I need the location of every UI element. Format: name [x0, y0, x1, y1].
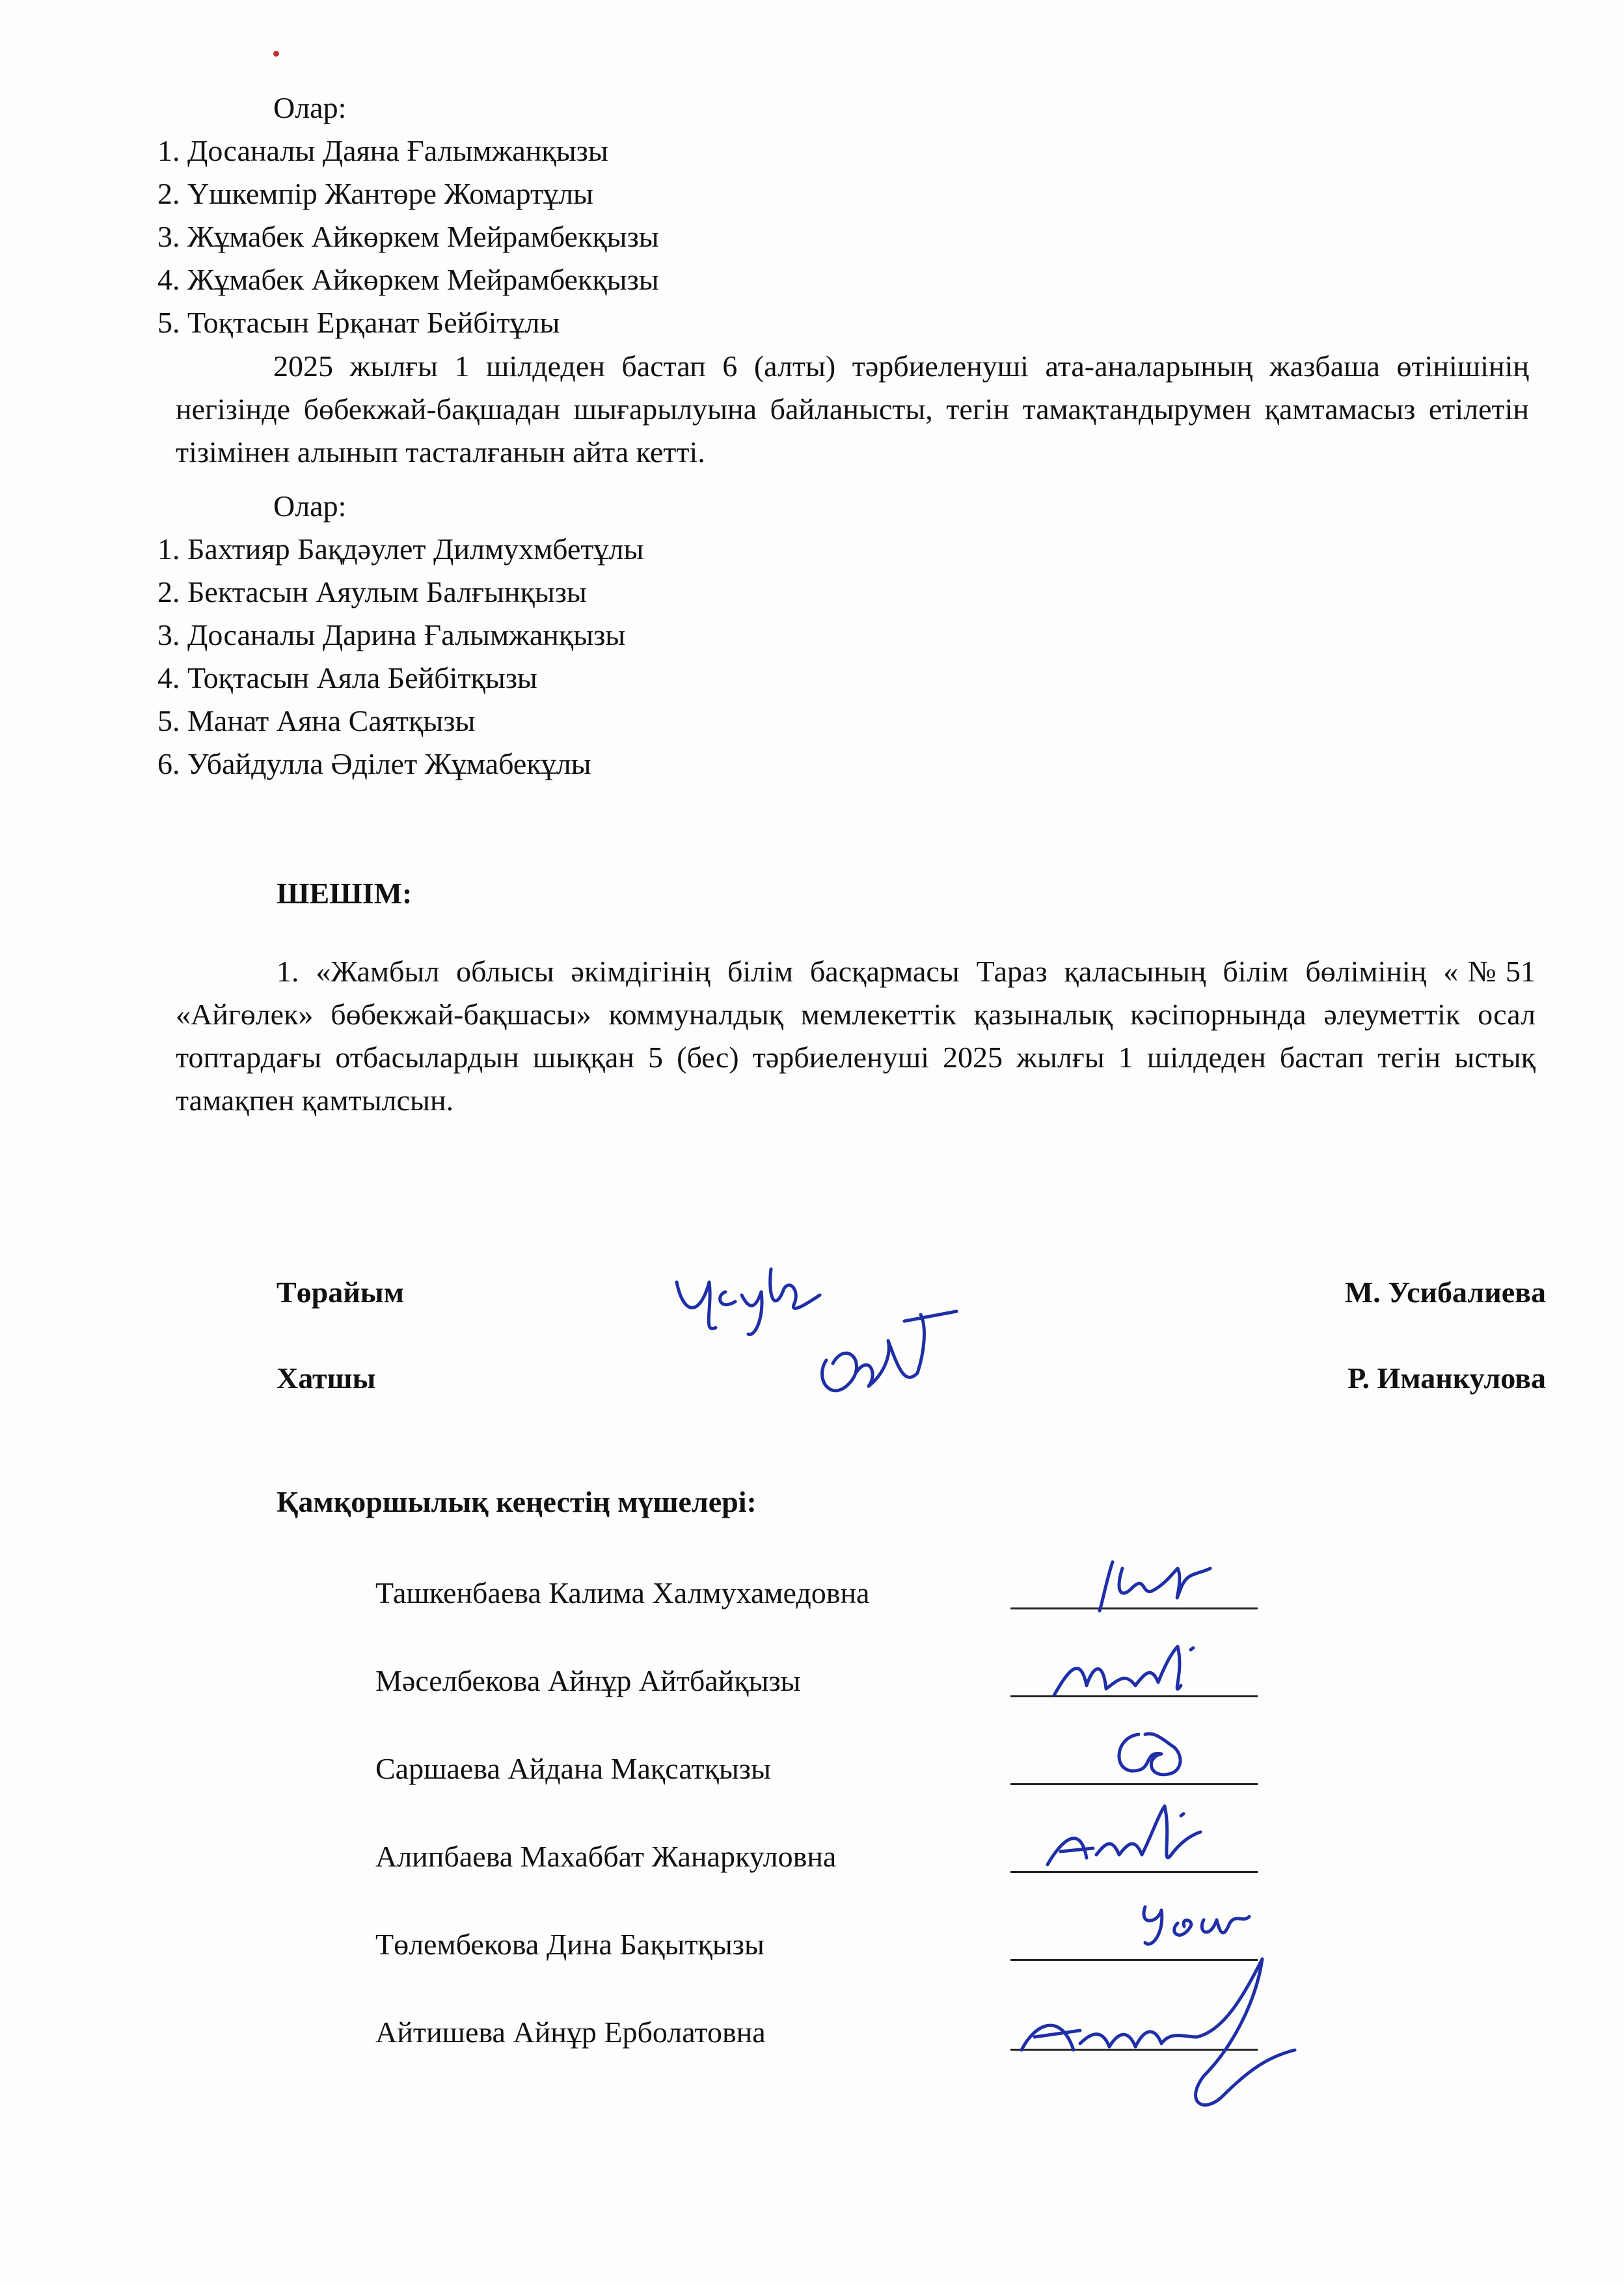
- secretary-label: Хатшы: [277, 1361, 376, 1395]
- list-item: 2. Үшкемпір Жантөре Жомартұлы: [157, 177, 593, 210]
- member-signature: [1008, 1946, 1314, 2115]
- list-item: 2. Бектасын Аяулым Балғынқызы: [157, 575, 587, 608]
- council-member: Мәселбекова Айнұр Айтбайқызы: [375, 1664, 801, 1697]
- council-heading: Қамқоршылық кеңестің мүшелері:: [277, 1485, 757, 1518]
- council-member: Алипбаева Махаббат Жанаркуловна: [375, 1840, 837, 1873]
- chair-name: М. Усибалиева: [1344, 1276, 1546, 1309]
- member-signature: [1100, 1718, 1204, 1790]
- secretary-signature: [807, 1302, 963, 1412]
- list-item: 1. Досаналы Даяна Ғалымжанқызы: [157, 134, 608, 167]
- council-member: Ташкенбаева Калима Халмухамедовна: [375, 1576, 870, 1609]
- list-item: 4. Жұмабек Айкөркем Мейрамбекқызы: [157, 263, 659, 296]
- member-signature: [1035, 1796, 1217, 1881]
- council-member: Саршаева Айдана Мақсатқызы: [375, 1752, 771, 1785]
- olar-label-1: Олар:: [273, 91, 347, 124]
- member-signature: [1080, 1549, 1223, 1620]
- list-item: 1. Бахтияр Бақдәулет Дилмухмбетұлы: [157, 532, 644, 566]
- council-member: Айтишева Айнұр Ерболатовна: [375, 2016, 766, 2049]
- list-item: 3. Жұмабек Айкөркем Мейрамбекқызы: [157, 220, 659, 253]
- member-signature: [1041, 1634, 1223, 1705]
- secretary-name: Р. Иманкулова: [1347, 1361, 1546, 1395]
- chair-label: Төрайым: [277, 1276, 405, 1309]
- list-item: 4. Тоқтасын Аяла Бейбітқызы: [157, 661, 537, 694]
- list-item: 5. Тоқтасын Ерқанат Бейбітұлы: [157, 306, 560, 339]
- list-item: 6. Убайдулла Әділет Жұмабекұлы: [157, 747, 591, 780]
- olar-label-2: Олар:: [273, 489, 347, 523]
- list-item: 5. Манат Аяна Саятқызы: [157, 704, 476, 737]
- scan-speck: [273, 51, 279, 57]
- council-member: Төлембекова Дина Бақытқызы: [375, 1928, 765, 1961]
- decision-paragraph: 1. «Жамбыл облысы әкімдігінің білім басқармасы Тараз қаласының білім бөлімінің «№51 «Айгөлек» бөбекжай-бақшасы» коммуналдық мемлекеттік қазыналық кәсіпорнында әлеуметтік осал топтардағы отбасылардын шыққан 5 (бес) тәрбиеленуші 2025 жылғы 1 шілдеден бастап тегін ыстық тамақпен қамтылсын.: [176, 955, 1536, 1117]
- exclusion-paragraph: 2025 жылғы 1 шілдеден бастап 6 (алты) тәрбиеленуші ата-аналарының жазбаша өтінішінің негізінде бөбекжай-бақшадан шығарылуына байланысты, тегін тамақтандырумен қамтамасыз етілетін тізімінен алынып тасталғанын айта кетті.: [176, 349, 1529, 469]
- list-item: 3. Досаналы Дарина Ғалымжанқызы: [157, 618, 626, 651]
- member-signature: [1132, 1887, 1262, 1952]
- decision-heading: ШЕШІМ:: [277, 877, 413, 910]
